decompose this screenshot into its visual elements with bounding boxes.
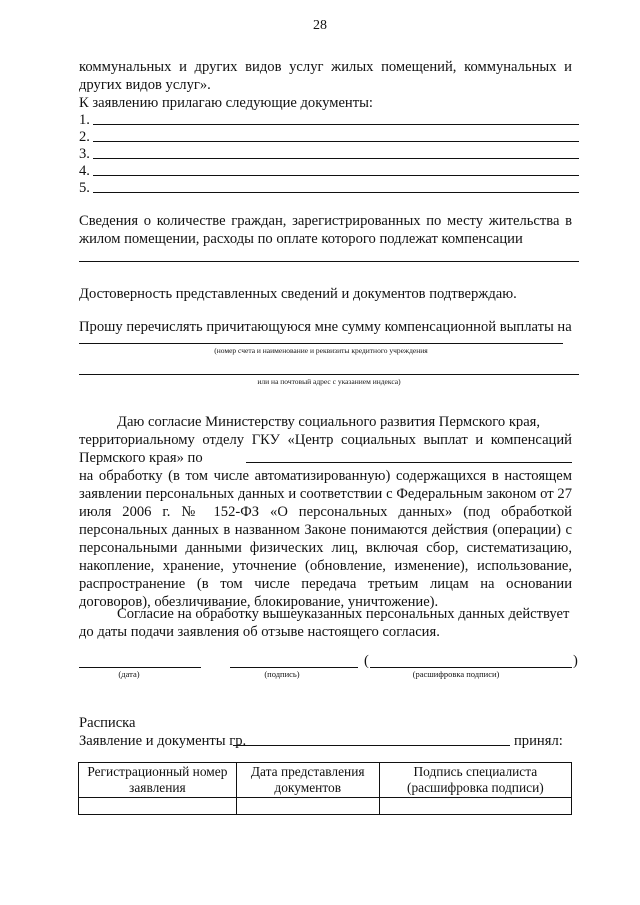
consent-line-9: накопление, хранение, уточнение (обновление, изменение), использование, — [79, 558, 572, 574]
attachment-item-number: 1. — [79, 112, 90, 128]
attachment-line-1[interactable] — [93, 124, 579, 125]
receipt-name-field[interactable] — [233, 745, 510, 746]
attachment-item-number: 3. — [79, 146, 90, 162]
signature-label: (подпись) — [264, 669, 300, 679]
consent-line-11: договоров), обезличивание, блокирование, уничтожение). — [79, 594, 439, 610]
col-reg-number — [79, 763, 237, 798]
consent-line-10: распространение (в том числе передача третьим лицам на основании — [79, 576, 572, 592]
attachment-line-5[interactable] — [93, 192, 579, 193]
col-date — [236, 763, 379, 798]
account-line[interactable] — [79, 343, 563, 344]
consent-line-7: персональных данных в названном Законе понимаются действия (операции) с — [79, 522, 572, 538]
signature-field[interactable] — [230, 667, 358, 668]
col-date-l1: Дата представления — [250, 764, 365, 779]
intro-line-1: коммунальных и других видов услуг жилых помещений, коммунальных и — [79, 59, 572, 75]
attachment-item-number: 5. — [79, 180, 90, 196]
col-signature-l2: (расшифровка подписи) — [407, 780, 544, 795]
payment-request: Прошу перечислять причитающуюся мне сумму компенсационной выплаты на — [79, 319, 572, 335]
attach-heading: К заявлению прилагаю следующие документы: — [79, 95, 373, 111]
decode-label: (расшифровка подписи) — [412, 669, 500, 679]
cell-date[interactable] — [236, 798, 379, 815]
attachment-line-4[interactable] — [93, 175, 579, 176]
residents-line-1: Сведения о количестве граждан, зарегистрированных по месту жительства в — [79, 213, 572, 229]
col-reg-number-l2: заявления — [129, 780, 186, 795]
col-date-l2: документов — [274, 780, 342, 795]
residents-line-2: жилом помещении, расходы по оплате которого подлежат компенсации — [79, 231, 523, 247]
intro-line-2: других видов услуг». — [79, 77, 211, 93]
col-signature-l1: Подпись специалиста — [413, 764, 538, 779]
date-field[interactable] — [79, 667, 201, 668]
consent-line-6: июля 2006 г. № 152-ФЗ «О персональных данных» (под обработкой — [79, 504, 572, 520]
consent-line-2: территориальному отделу ГКУ «Центр социальных выплат и компенсаций — [79, 432, 572, 448]
consent-line-8: персональными данными физических лиц, включая сбор, систематизацию, — [79, 540, 572, 556]
receipt-line-end: принял: — [514, 733, 563, 749]
decode-field[interactable] — [370, 667, 572, 668]
attachment-item-number: 4. — [79, 163, 90, 179]
consent-org-line[interactable] — [246, 462, 572, 463]
consent-line-12: Согласие на обработку вышеуказанных персональных данных действует — [117, 606, 570, 622]
consent-line-4: на обработку (в том числе автоматизированную) содержащихся в настоящем — [79, 468, 572, 484]
cell-signature[interactable] — [379, 798, 571, 815]
residents-count-line[interactable] — [79, 261, 579, 262]
page-number: 28 — [313, 18, 327, 33]
consent-line-1: Даю согласие Министерству социального развития Пермского края, — [117, 414, 541, 430]
attachment-item-number: 2. — [79, 129, 90, 145]
postal-line[interactable] — [79, 374, 579, 375]
confirm-text: Достоверность представленных сведений и документов подтверждаю. — [79, 286, 517, 302]
table-row — [79, 798, 572, 815]
decode-open-paren: ( — [364, 653, 369, 669]
account-hint: (номер счета и наименование и реквизиты кредитного учреждения — [214, 346, 428, 355]
table-header-row — [79, 763, 572, 798]
receipt-line-start: Заявление и документы гр. — [79, 733, 247, 749]
receipt-title: Расписка — [79, 715, 136, 731]
consent-line-5: заявлении персональных данных и соответствии с Федеральным законом от 27 — [79, 486, 572, 502]
decode-close-paren: ) — [573, 653, 578, 669]
consent-line-3: Пермского края» по — [79, 450, 203, 466]
date-label: (дата) — [118, 669, 140, 679]
col-signature — [379, 763, 571, 798]
col-reg-number-l1: Регистрационный номер — [87, 764, 228, 779]
attachment-line-2[interactable] — [93, 141, 579, 142]
receipt-table — [78, 762, 572, 815]
attachment-line-3[interactable] — [93, 158, 579, 159]
cell-reg-number[interactable] — [79, 798, 237, 815]
consent-line-13: до даты подачи заявления об отзыве настоящего согласия. — [79, 624, 440, 640]
postal-hint: или на почтовый адрес с указанием индекса) — [257, 377, 401, 386]
